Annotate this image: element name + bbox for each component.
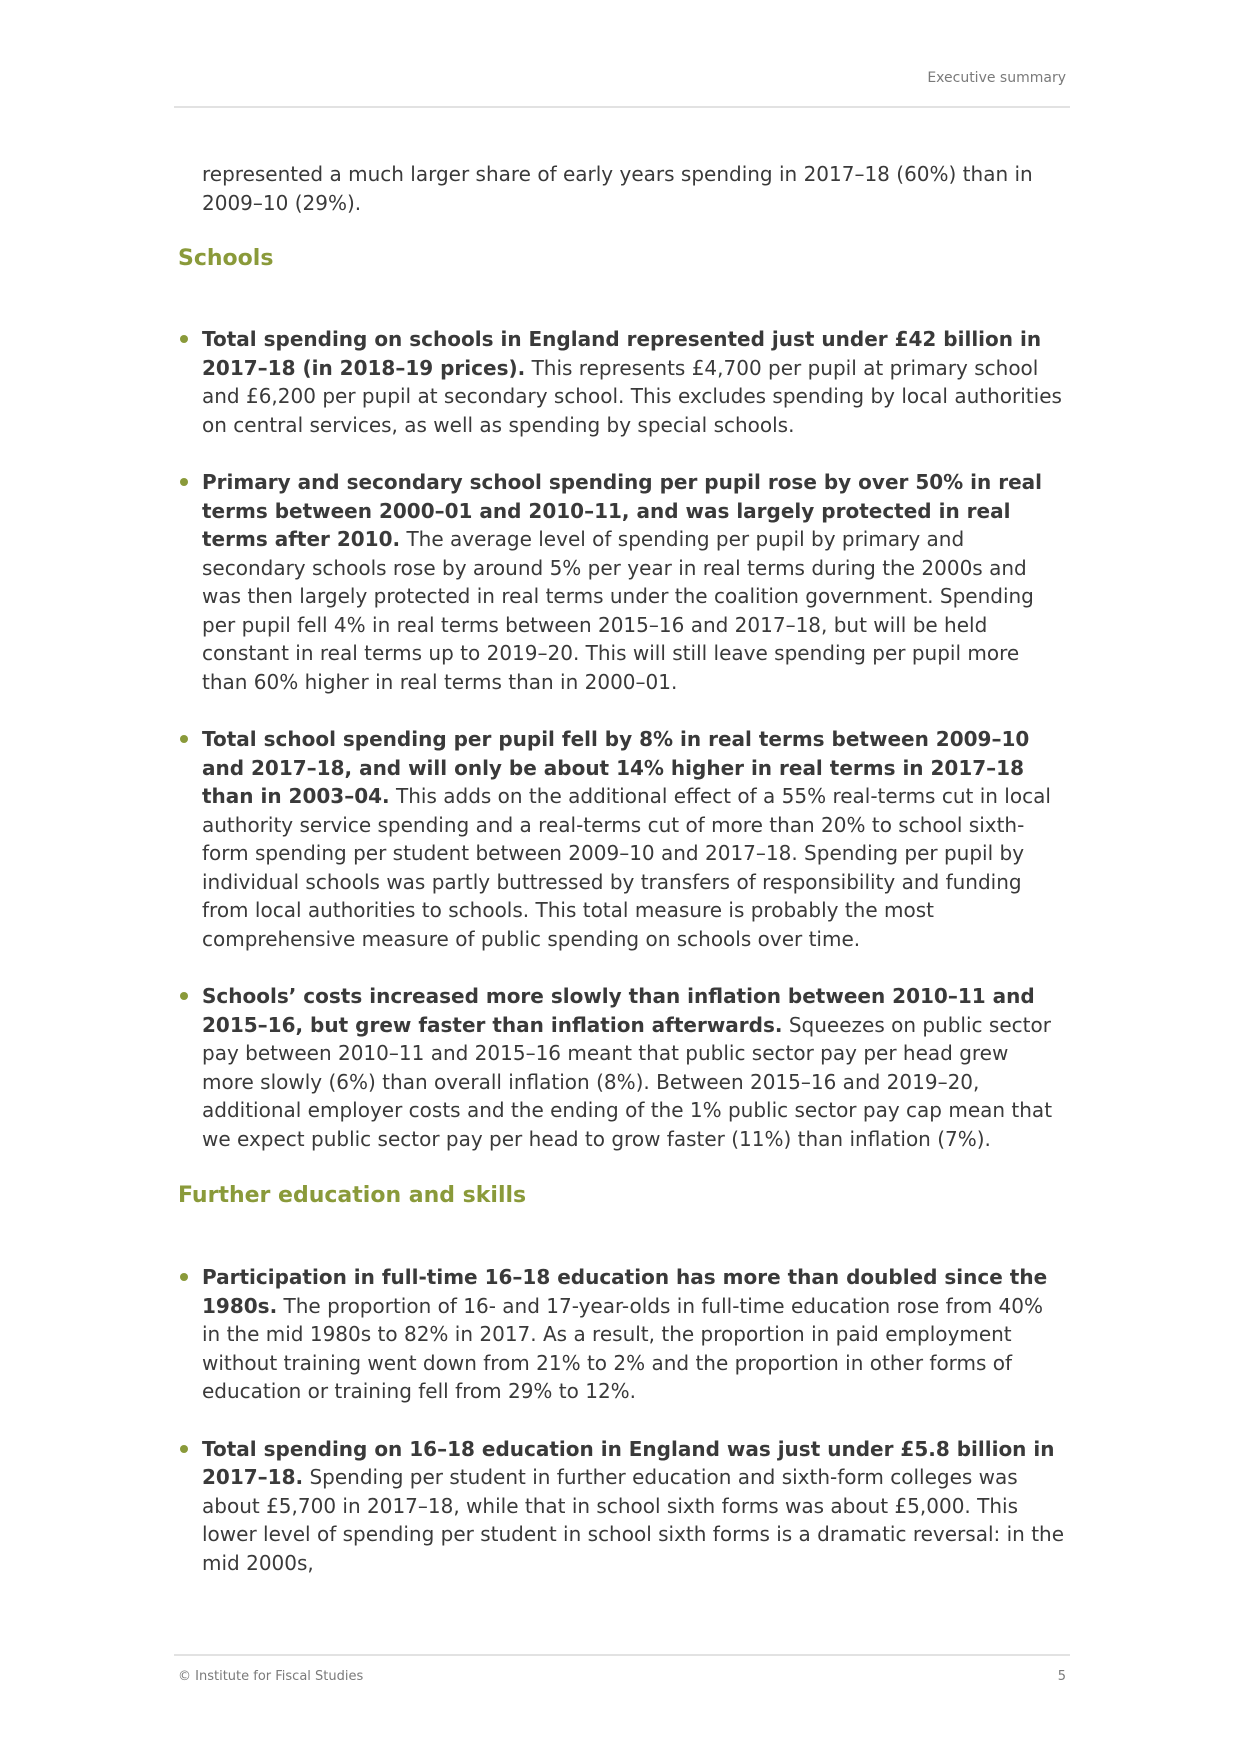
schools-bullet-list [178,325,1066,1153]
intro-continuation: represented a much larger share of early years spending in 2017–18 (60%) than in 2009–10 (29%). [202,162,1033,215]
schools-bullet-2 [178,468,1066,696]
bullet-paragraph [202,725,1066,953]
header-section-title: Executive summary [927,70,1066,86]
bullet-lead: Schools’ costs increased more slowly than inflation between 2010–11 and 2015–16, but grew faster than inflation afterwards. [202,984,1035,1037]
schools-bullet-4 [178,982,1066,1153]
further-education-bullet-2 [178,1435,1066,1578]
bullet-dot-icon [180,735,188,743]
bullet-body: This represents £4,700 per pupil at primary school and £6,200 per pupil at secondary school. This excludes spending by local authorities on central services, as well as spending by special schools. [202,355,1062,437]
bullet-lead: Participation in full-time 16–18 education has more than doubled since the 1980s. [202,1265,1048,1318]
further-education-bullet-list [178,1263,1066,1577]
schools-bullet-1 [178,325,1066,439]
bullet-body: Squeezes on public sector pay between 2010–11 and 2015–16 meant that public sector pay per head grew more slowly (6%) than overall inflation (8%). Between 2015–16 and 2019–20, additional employer costs and the ending of the 1% public sector pay cap mean that we expect public sector pay per head to grow faster (11%) than inflation (7%). [202,1012,1053,1151]
bullet-body: The proportion of 16- and 17-year-olds in full-time education rose from 40% in the mid 1980s to 82% in 2017. As a result, the proportion in paid employment without training went down from 21% to 2% and the proportion in other forms of education or training fell from 29% to 12%. [202,1293,1044,1403]
bullet-paragraph [202,468,1066,696]
bullet-lead: Primary and secondary school spending per pupil rose by over 50% in real terms between 2000–01 and 2010–11, and was largely protected in real terms after 2010. [202,470,1043,551]
bullet-lead: Total spending on 16–18 education in England was just under £5.8 billion in 2017–18. [202,1436,1055,1489]
bullet-paragraph [202,982,1066,1153]
page-content [178,160,1066,1577]
bullet-body: This adds on the additional effect of a 55% real-terms cut in local authority service spending and a real-terms cut of more than 20% to school sixth-form spending per student between 2009–10 and 2017–18. Spending per pupil by individual schools was partly buttressed by transfers of responsibility and funding from local authorities to schools. This total measure is probably the most comprehensive measure of public spending on schools over time. [202,784,1051,951]
schools-heading: Schools [178,246,274,271]
footer-copyright: © Institute for Fiscal Studies [178,1669,364,1684]
page-footer [174,1654,1070,1684]
further-education-heading: Further education and skills [178,1183,527,1208]
bullet-paragraph [202,1263,1066,1406]
bullet-dot-icon [180,1445,188,1453]
bullet-lead: Total spending on schools in England represented just under £42 billion in 2017–18 (in 2018–19 prices). [202,327,1042,380]
bullet-dot-icon [180,992,188,1000]
schools-bullet-3 [178,725,1066,953]
further-education-bullet-1 [178,1263,1066,1406]
bullet-dot-icon [180,478,188,486]
bullet-paragraph [202,1435,1066,1578]
page-header [174,0,1070,108]
bullet-body: Spending per student in further education and sixth-form colleges was about £5,700 in 2017–18, while that in school sixth forms was about £5,000. This lower level of spending per student in school sixth forms is a dramatic reversal: in the mid 2000s, [202,1465,1065,1575]
bullet-body: The average level of spending per pupil by primary and secondary schools rose by around 5% per year in real terms during the 2000s and was then largely protected in real terms under the coalition government. Spending per pupil fell 4% in real terms between 2015–16 and 2017–18, but will be held constant in real terms up to 2019–20. This will still leave spending per pupil more than 60% higher in real terms than in 2000–01. [202,527,1034,694]
bullet-dot-icon [180,335,188,343]
footer-page-number: 5 [1057,1669,1066,1684]
bullet-lead: Total school spending per pupil fell by 8% in real terms between 2009–10 and 2017–18, and will only be about 14% higher in real terms in 2017–18 than in 2003–04. [202,727,1030,808]
bullet-paragraph [202,325,1066,439]
bullet-dot-icon [180,1273,188,1281]
